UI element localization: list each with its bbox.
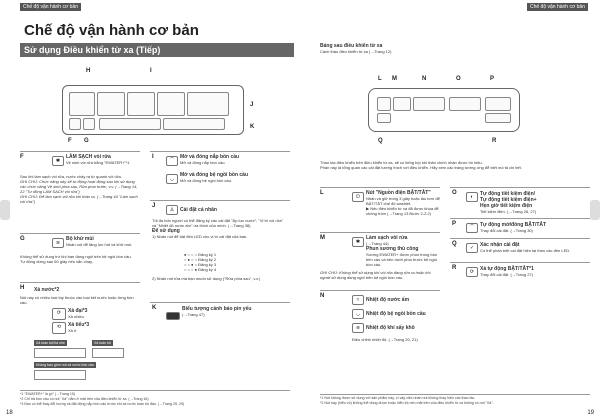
divider — [20, 233, 140, 234]
label-i: I — [150, 68, 152, 74]
label-o: O — [456, 76, 461, 82]
remote-control — [62, 85, 244, 135]
remote-button-personal[interactable] — [187, 92, 229, 116]
confirm-icon: ✓ — [466, 243, 478, 253]
remote-button-position[interactable] — [163, 118, 225, 130]
divider — [450, 218, 590, 219]
divider — [320, 187, 440, 188]
label-q: Q — [378, 138, 383, 144]
register-led-list — [184, 252, 244, 272]
remote-button-wand-clean[interactable] — [69, 118, 81, 130]
section-letter: G — [20, 236, 25, 242]
auto-flush-icon: ⟳ — [466, 267, 478, 277]
led-item: ● ○ ○ ○ Đăng ký 1 — [184, 252, 217, 257]
confirm-button[interactable] — [377, 113, 391, 123]
label-g: G — [84, 138, 89, 144]
temperature-buttons[interactable] — [413, 97, 445, 111]
section-j-body: Tối đa bốn người có thể đăng ký các cài đặt "Áp lực nước", "Vị trí vòi rửa" và "Nhiệt độ nước ấm" ưa thích của mình. (→Trang 38) Để sử dụng 1) Nhấn nút để bật đèn LED cho vị trí cài đặt của bạn. — [152, 218, 284, 239]
section-j-step2: 2) Nhấn nút rửa mà bạn muốn sử dụng ("Rửa phía sau", v.v.) — [152, 276, 261, 281]
section-letter: N — [320, 293, 325, 299]
remote-button-dry[interactable] — [157, 92, 185, 116]
flush-small-icon: ⟲ — [52, 322, 66, 334]
seat-temp: Nhiệt độ bệ ngồi bồn cầu — [366, 311, 426, 317]
divider — [20, 282, 140, 283]
remote-button-stop[interactable] — [69, 92, 95, 116]
wand-clean-icon: ✱ — [52, 156, 64, 166]
header-tag: Chế độ vận hành cơ bản — [20, 3, 81, 11]
flush-type-box — [92, 348, 124, 358]
footnotes: *1 "EWATER+" là gì? (→Trang 15) *2 Chỉ trả bồn cầu có nút "Xả" nằm ở mặt trên của điều khiển từ xa. (→Trang 16) *3 Bạn có thể thay đổi lượng xả đặt động nắp bồn cầu trước khi xả nước toàn bộ đầu. (→Trang 25, 29) — [20, 392, 185, 406]
lid-open-close: Mở và đóng nắp bồn cầu Mở và đóng nắp bồn cầu. — [180, 154, 240, 165]
flush-type-pill: Không bao gồm nút xả nước bồn cầu — [36, 363, 94, 367]
remote-button-rear[interactable] — [97, 92, 125, 116]
divider — [20, 151, 140, 152]
auto-flush-button[interactable] — [485, 113, 511, 123]
footnotes: *1 Nút không được sử dụng với sản phẩm này, vì vậy việc nhấn nút không thay hiện các thao tác. *2 Nút này (hiểu vô) không thể dùng được hoặc hiển thị nếu mặt trên của điều khiển từ xa không có nút "Xả". — [320, 396, 494, 405]
section-k: Biểu tượng cảnh báo pin yếu (→Trang 47) — [182, 306, 252, 317]
page-number: 18 — [6, 410, 13, 416]
divider — [150, 302, 290, 303]
wand-clean-button[interactable] — [393, 97, 411, 111]
section-f-body: Sau khi làm sạch vòi rửa, nước chảy ra từ quanh vòi rửa. GHI CHÚ: Chức năng này sẽ tự động hoạt động sau khi sử dụng các chức năng Vệ sinh phía sau, Rửa phía trước, v.v. (→Trang 14, 22 "Tự động LÀM SẠCH vòi rửa") GHI CHÚ: Để làm sạch vòi rửa khi tháo ra, (→Trang 44 "Làm sạch vòi rửa") — [20, 174, 138, 204]
section-p: Tự động mở/đóng BẬT/TẮT Thay đổi cài đặt. (→Trang 30) — [480, 222, 547, 233]
section-letter: L — [320, 190, 324, 196]
flush-full-icon: ⟳ — [52, 308, 66, 320]
right-page — [300, 0, 600, 419]
page-title: Chế độ vận hành cơ bản — [24, 22, 199, 39]
section-l: Nút "Nguồn điện BẬT/TẮT" Nhấn và giữ trong 3 giây hoặc lâu hơn để BẬT/TẮT chế độ washlet. ▶ Nếu điều khiển từ xa đã được khóa để chống trộm (→Trang 13 Bước 2-2.2) — [366, 190, 440, 216]
water-temp: Nhiệt độ nước ấm — [366, 297, 410, 303]
remote-back-heading: Bảng sau điều khiển từ xa Cách tháo điều khiển từ xa (→Trang 12) — [320, 43, 392, 54]
section-letter: F — [20, 154, 24, 160]
divider — [320, 232, 440, 233]
flush-full: Xả đại*3 Xả nhiều — [68, 308, 88, 319]
divider — [20, 390, 290, 391]
section-f-head: LÀM SẠCH vòi rửa Vệ sinh vòi rửa bằng "EWATER+"*1 — [66, 154, 130, 165]
label-h: H — [86, 68, 91, 74]
flush-type-pill: Xả toàn bộ/Xả nhẹ — [36, 341, 65, 345]
section-j-title: Cài đặt cá nhân — [180, 207, 217, 213]
section-q: Xác nhận cài đặt Có thể phản biệt cài đặt hiện tại theo các đèn LED. — [480, 242, 571, 253]
power-icon: ⏻ — [352, 192, 364, 202]
flush-type-box — [34, 370, 86, 380]
dryer-temp-icon: ≋ — [352, 323, 364, 333]
label-f: F — [68, 138, 72, 144]
deodorizer-icon: ≋ — [52, 238, 64, 248]
seat-open-close: Mở và đóng bệ ngồi bồn cầu Mở và đóng bệ ngồi bồn cầu. — [180, 172, 248, 183]
label-r: R — [492, 138, 497, 144]
section-banner: Sử dụng Điều khiển từ xa (Tiếp) — [20, 43, 294, 57]
section-letter: R — [452, 265, 457, 271]
section-h-title: Xả nước*2 — [34, 287, 60, 293]
divider — [450, 262, 590, 263]
flush-type-box — [34, 348, 86, 358]
remote-back-panel — [368, 88, 520, 132]
label-n: N — [422, 76, 427, 82]
power-button[interactable] — [377, 97, 391, 111]
led-item: ○ ● ○ ○ Đăng ký 2 — [184, 257, 217, 262]
energy-saver-icon: ◐ — [466, 192, 478, 202]
divider — [320, 290, 440, 291]
divider — [320, 394, 590, 395]
section-r: Xả tự động BẬT/TẮT*1 Thay đổi cài đặt. (→Trang 27) — [480, 266, 534, 277]
section-o: Tự động tiết kiệm điện/ Tự động tiết kiệm điện+ Hẹn giờ tiết kiệm điện Tiết kiệm điện. (→Trang 26, 27) — [480, 191, 537, 214]
section-letter: H — [20, 285, 25, 291]
divider — [450, 187, 590, 188]
remote-button-pressure[interactable] — [99, 118, 161, 130]
section-letter: M — [320, 235, 325, 241]
section-title: LÀM SẠCH vòi rửa — [66, 154, 111, 160]
seat-icon: ◡ — [166, 174, 178, 184]
divider — [450, 238, 590, 239]
page-number: 19 — [587, 410, 594, 416]
prev-page-tab[interactable] — [0, 200, 10, 220]
remote-button-front[interactable] — [127, 92, 155, 116]
remote-button-deodorizer[interactable] — [83, 118, 95, 130]
label-p: P — [490, 76, 495, 82]
section-m-note: GHI CHÚ: Không thể sử dụng khi vòi rửa đang rửa ra hoặc khi người sử dụng đang ngồi trên bệ ngồi bồn cầu. — [320, 270, 431, 280]
dryer-temp: Nhiệt độ khí sấy khô — [366, 325, 415, 331]
seat-temp-icon: ◡ — [352, 309, 364, 319]
next-page-tab[interactable] — [590, 200, 600, 220]
energy-saver-buttons[interactable] — [449, 97, 481, 111]
section-h-desc: Nút này có nhiều loại tùy thuộc vào loại két nước hoặc từng bồn cầu. — [20, 295, 134, 305]
auto-open-button[interactable] — [485, 97, 511, 111]
led-item: ○ ○ ● ○ Đăng ký 3 — [184, 262, 217, 267]
intro-text: Thao tác điều khiển trên điều khiển từ xa, sẽ có tiếng bíp khi thân chính nhận được tín hiệu. Phần này là tổng quan các cài đặt tương thích với điều khiển. Hãy xem các trang tương ứng để biết mô tả chi tiết. — [320, 160, 522, 170]
section-n-sub: Điều chỉnh nhiệt độ. (→Trang 20, 21) — [352, 337, 418, 342]
label-l: L — [378, 76, 382, 82]
water-temp-icon: ≈ — [352, 295, 364, 305]
divider — [150, 200, 290, 201]
label-k: K — [250, 124, 255, 130]
flush-small: Xả tiểu*3 Xả ít — [68, 322, 90, 333]
section-g-head: Bộ khử mùi Nhấn nút để tăng lực hút và khử mùi. — [66, 236, 133, 247]
wand-clean-icon: ✱ — [352, 237, 364, 247]
lid-icon: ⌒ — [166, 156, 178, 166]
auto-open-icon: ⌒ — [466, 223, 478, 233]
section-letter: I — [152, 154, 154, 160]
divider — [150, 151, 290, 152]
label-m: M — [392, 76, 397, 82]
header-tag: Chế độ vận hành cơ bản — [527, 3, 588, 11]
section-m: Làm sạch vòi rửa (→Trang 44) Phun sương thủ công Sương EWATER+ được phun trong bồn bên cầu và bên dưới phía trước bệ ngồi bồn cầu. — [366, 235, 438, 267]
person-icon: ♙ — [166, 205, 178, 215]
battery-icon — [166, 312, 180, 320]
flush-type-pill: Xả toàn bộ — [94, 341, 111, 345]
label-j: J — [250, 102, 254, 108]
section-letter: Q — [452, 241, 457, 247]
section-letter: O — [452, 190, 457, 196]
led-item: ○ ○ ○ ● Đăng ký 4 — [184, 267, 217, 272]
section-letter: J — [152, 203, 156, 209]
section-letter: K — [152, 305, 157, 311]
section-letter: P — [452, 221, 457, 227]
section-g-body: Không thể sử dụng trừ khi bạn đang ngồi trên bệ ngồi bồn cầu. Tự động dừng sau 60 giây nếu vẫn chạy. — [20, 254, 132, 264]
